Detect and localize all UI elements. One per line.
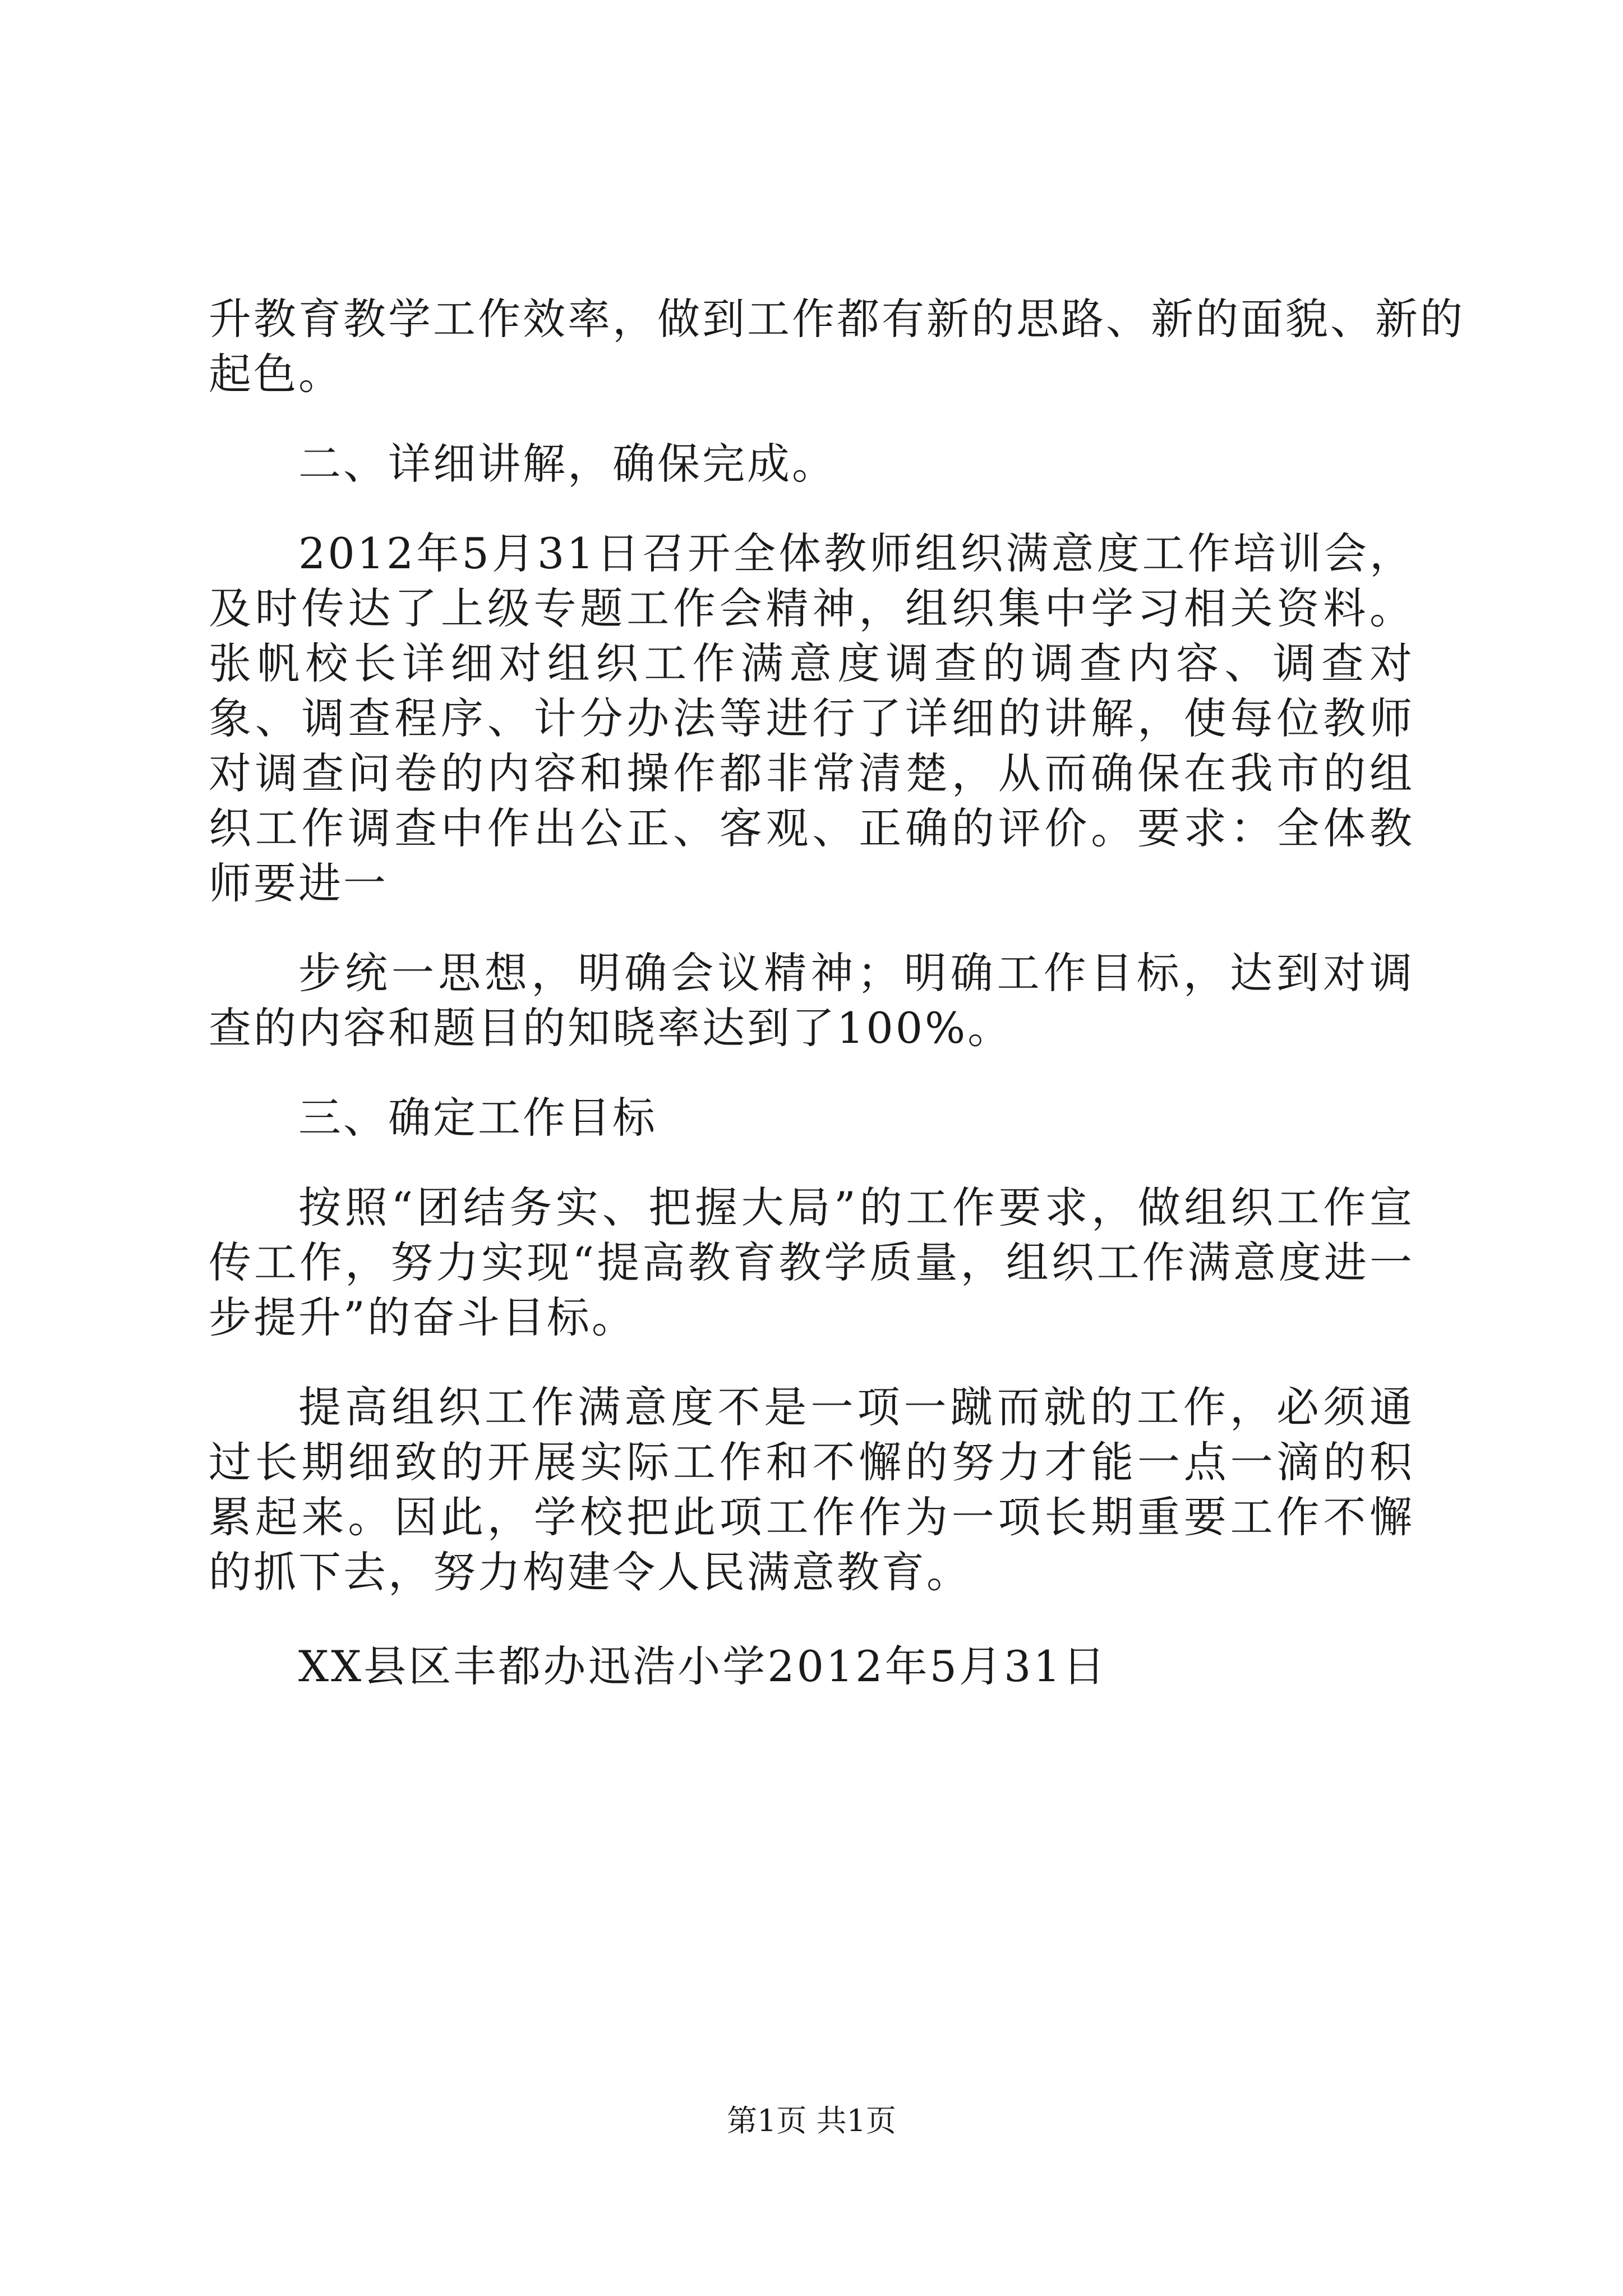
section-heading-three: 三、确定工作目标 [298, 1093, 657, 1143]
paragraph-long-term-effort: 提高组织工作满意度不是一项一蹴而就的工作，必须通过长期细致的开展实际工作和不懈的努力才能一点一滴的积累起来。因此，学校把此项工作作为一项长期重要工作不懈的抓下去，努力构建令人民满意教育。 [209, 1382, 1414, 1597]
page-footer [0, 2101, 1623, 2141]
document-body [209, 292, 1465, 1694]
signature-line: XX县区丰都办迅浩小学2012年5月31日 [298, 1641, 1108, 1691]
section-heading-two: 二、详细讲解，确保完成。 [298, 439, 837, 489]
paragraph-training-meeting: 2012年5月31日召开全体教师组织满意度工作培训会，及时传达了上级专题工作会精神，组织集中学习相关资料。张帆校长详细对组织工作满意度调查的调查内容、调查对象、调查程序、计分办法等进行了详细的讲解，使每位教师对调查问卷的内容和操作都非常清楚，从而确保在我市的组织工作调查中作出公正、客观、正确的评价。要求：全体教师要进一 [209, 528, 1414, 908]
paragraph-continuation-line: 升教育教学工作效率，做到工作都有新的思路、新的面貌、新的 [209, 294, 1465, 344]
paragraph-unified-thinking: 步统一思想，明确会议精神；明确工作目标，达到对调查的内容和题目的知晓率达到了100%。 [209, 948, 1414, 1053]
paragraph-work-goal: 按照“团结务实、把握大局”的工作要求，做组织工作宣传工作，努力实现“提高教育教学质量，组织工作满意度进一步提升”的奋斗目标。 [209, 1182, 1414, 1342]
page-number-text: 第1页 共1页 [727, 2103, 896, 2138]
paragraph-continuation-end: 起色。 [209, 349, 343, 399]
